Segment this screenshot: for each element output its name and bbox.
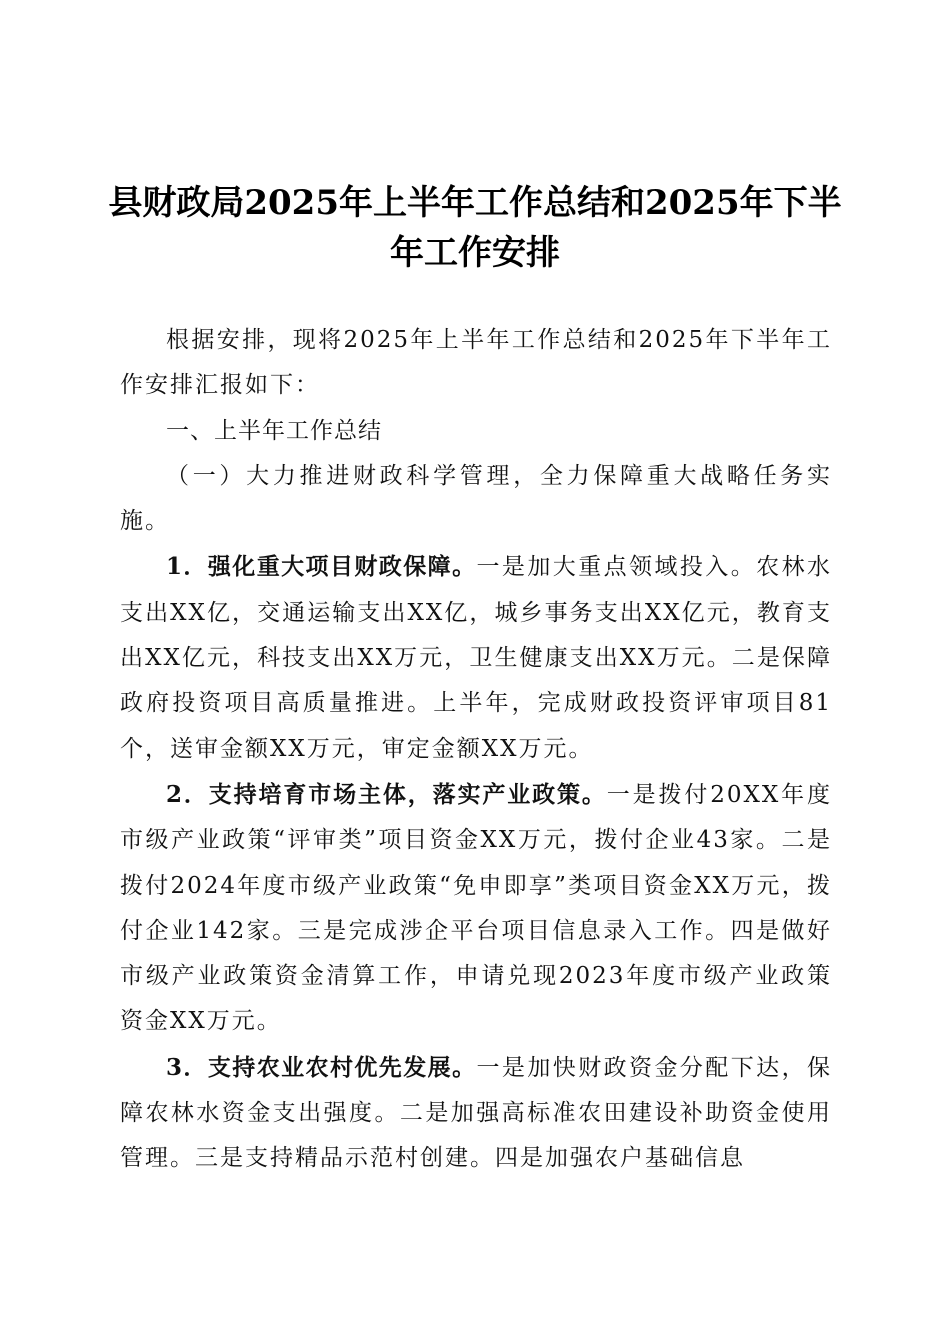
item-lead: 3．支持农业农村优先发展。 bbox=[166, 1053, 477, 1081]
intro-paragraph: 根据安排，现将2025年上半年工作总结和2025年下半年工作安排汇报如下： bbox=[120, 327, 832, 399]
item-body: 一是加大重点领域投入。农林水支出XX亿，交通运输支出XX亿，城乡事务支出XX亿元，教育支出XX亿元，科技支出XX万元，卫生健康支出XX万元。二是保障政府投资项目高质量推进。上半年，完成财政投资评审项目81个，送审金额XX万元，审定金额XX万元。 bbox=[120, 554, 832, 762]
item-body: 一是拨付20XX年度市级产业政策“评审类”项目资金XX万元，拨付企业43家。二是拨付2024年度市级产业政策“免申即享”类项目资金XX万元，拨付企业142家。三是完成涉企平台项目信息录入工作。四是做好市级产业政策资金清算工作，申请兑现2023年度市级产业政策资金XX万元。 bbox=[120, 781, 832, 1035]
item-lead: 2．支持培育市场主体，落实产业政策。 bbox=[166, 780, 607, 808]
item-lead: 1．强化重大项目财政保障。 bbox=[166, 553, 477, 581]
item-paragraph bbox=[120, 1045, 832, 1182]
document-body bbox=[120, 318, 832, 1182]
subsection-heading: （一）大力推进财政科学管理，全力保障重大战略任务实施。 bbox=[120, 462, 832, 535]
document-title: 县财政局2025年上半年工作总结和2025年下半年工作安排 bbox=[108, 183, 842, 273]
item-paragraph bbox=[120, 772, 832, 1045]
section-heading: 一、上半年工作总结 bbox=[166, 417, 382, 444]
item-paragraph bbox=[120, 544, 832, 771]
item-body: 一是加快财政资金分配下达，保障农林水资金支出强度。二是加强高标准农田建设补助资金使用管理。三是支持精品示范村创建。四是加强农户基础信息 bbox=[120, 1054, 832, 1172]
